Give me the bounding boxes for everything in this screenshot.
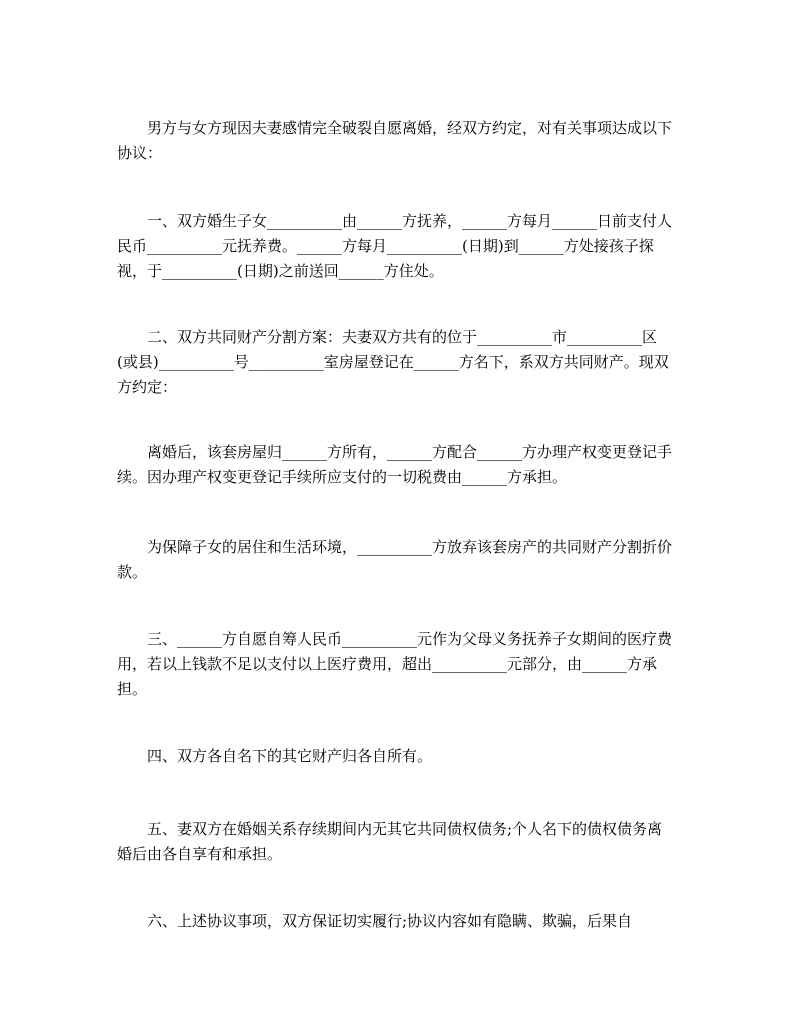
clause-6-performance: 六、上述协议事项，双方保证切实履行;协议内容如有隐瞒、欺骗，后果自 xyxy=(147,912,633,930)
clause-2-waiver: 为保障子女的居住和生活环境，__________方放弃该套房产的共同财产分割折价款。 xyxy=(117,538,673,581)
clause-3-medical-expenses: 三、______方自愿自筹人民币__________元作为父母义务抚养子女期间的医疗费用，若以上钱款不足以支付以上医疗费用，超出__________元部分，由______方承担。 xyxy=(117,630,673,698)
intro-paragraph: 男方与女方现因夫妻感情完全破裂自愿离婚，经双方约定，对有关事项达成以下协议： xyxy=(117,119,673,162)
clause-2-property-division: 二、双方共同财产分割方案：夫妻双方共有的位于__________市__________区(或县)__________号__________室房屋登记在______方名下，系双方共同财产。现双方约定： xyxy=(117,328,669,396)
clause-5-debts: 五、妻双方在婚姻关系存续期间内无其它共同债权债务;个人名下的债权债务离婚后由各自享有和承担。 xyxy=(117,820,663,863)
clause-2-house-ownership: 离婚后，该套房屋归______方所有，______方配合______方办理产权变更登记手续。因办理产权变更登记手续所应支付的一切税费由______方承担。 xyxy=(117,443,673,486)
clause-1-child-custody: 一、双方婚生子女__________由______方抚养，______方每月______日前支付人民币__________元抚养费。______方每月__________(日期)到______方处接孩子探视，于__________(日期)之前送回______方住处。 xyxy=(117,212,673,280)
clause-4-other-property: 四、双方各自名下的其它财产归各自所有。 xyxy=(147,747,433,765)
